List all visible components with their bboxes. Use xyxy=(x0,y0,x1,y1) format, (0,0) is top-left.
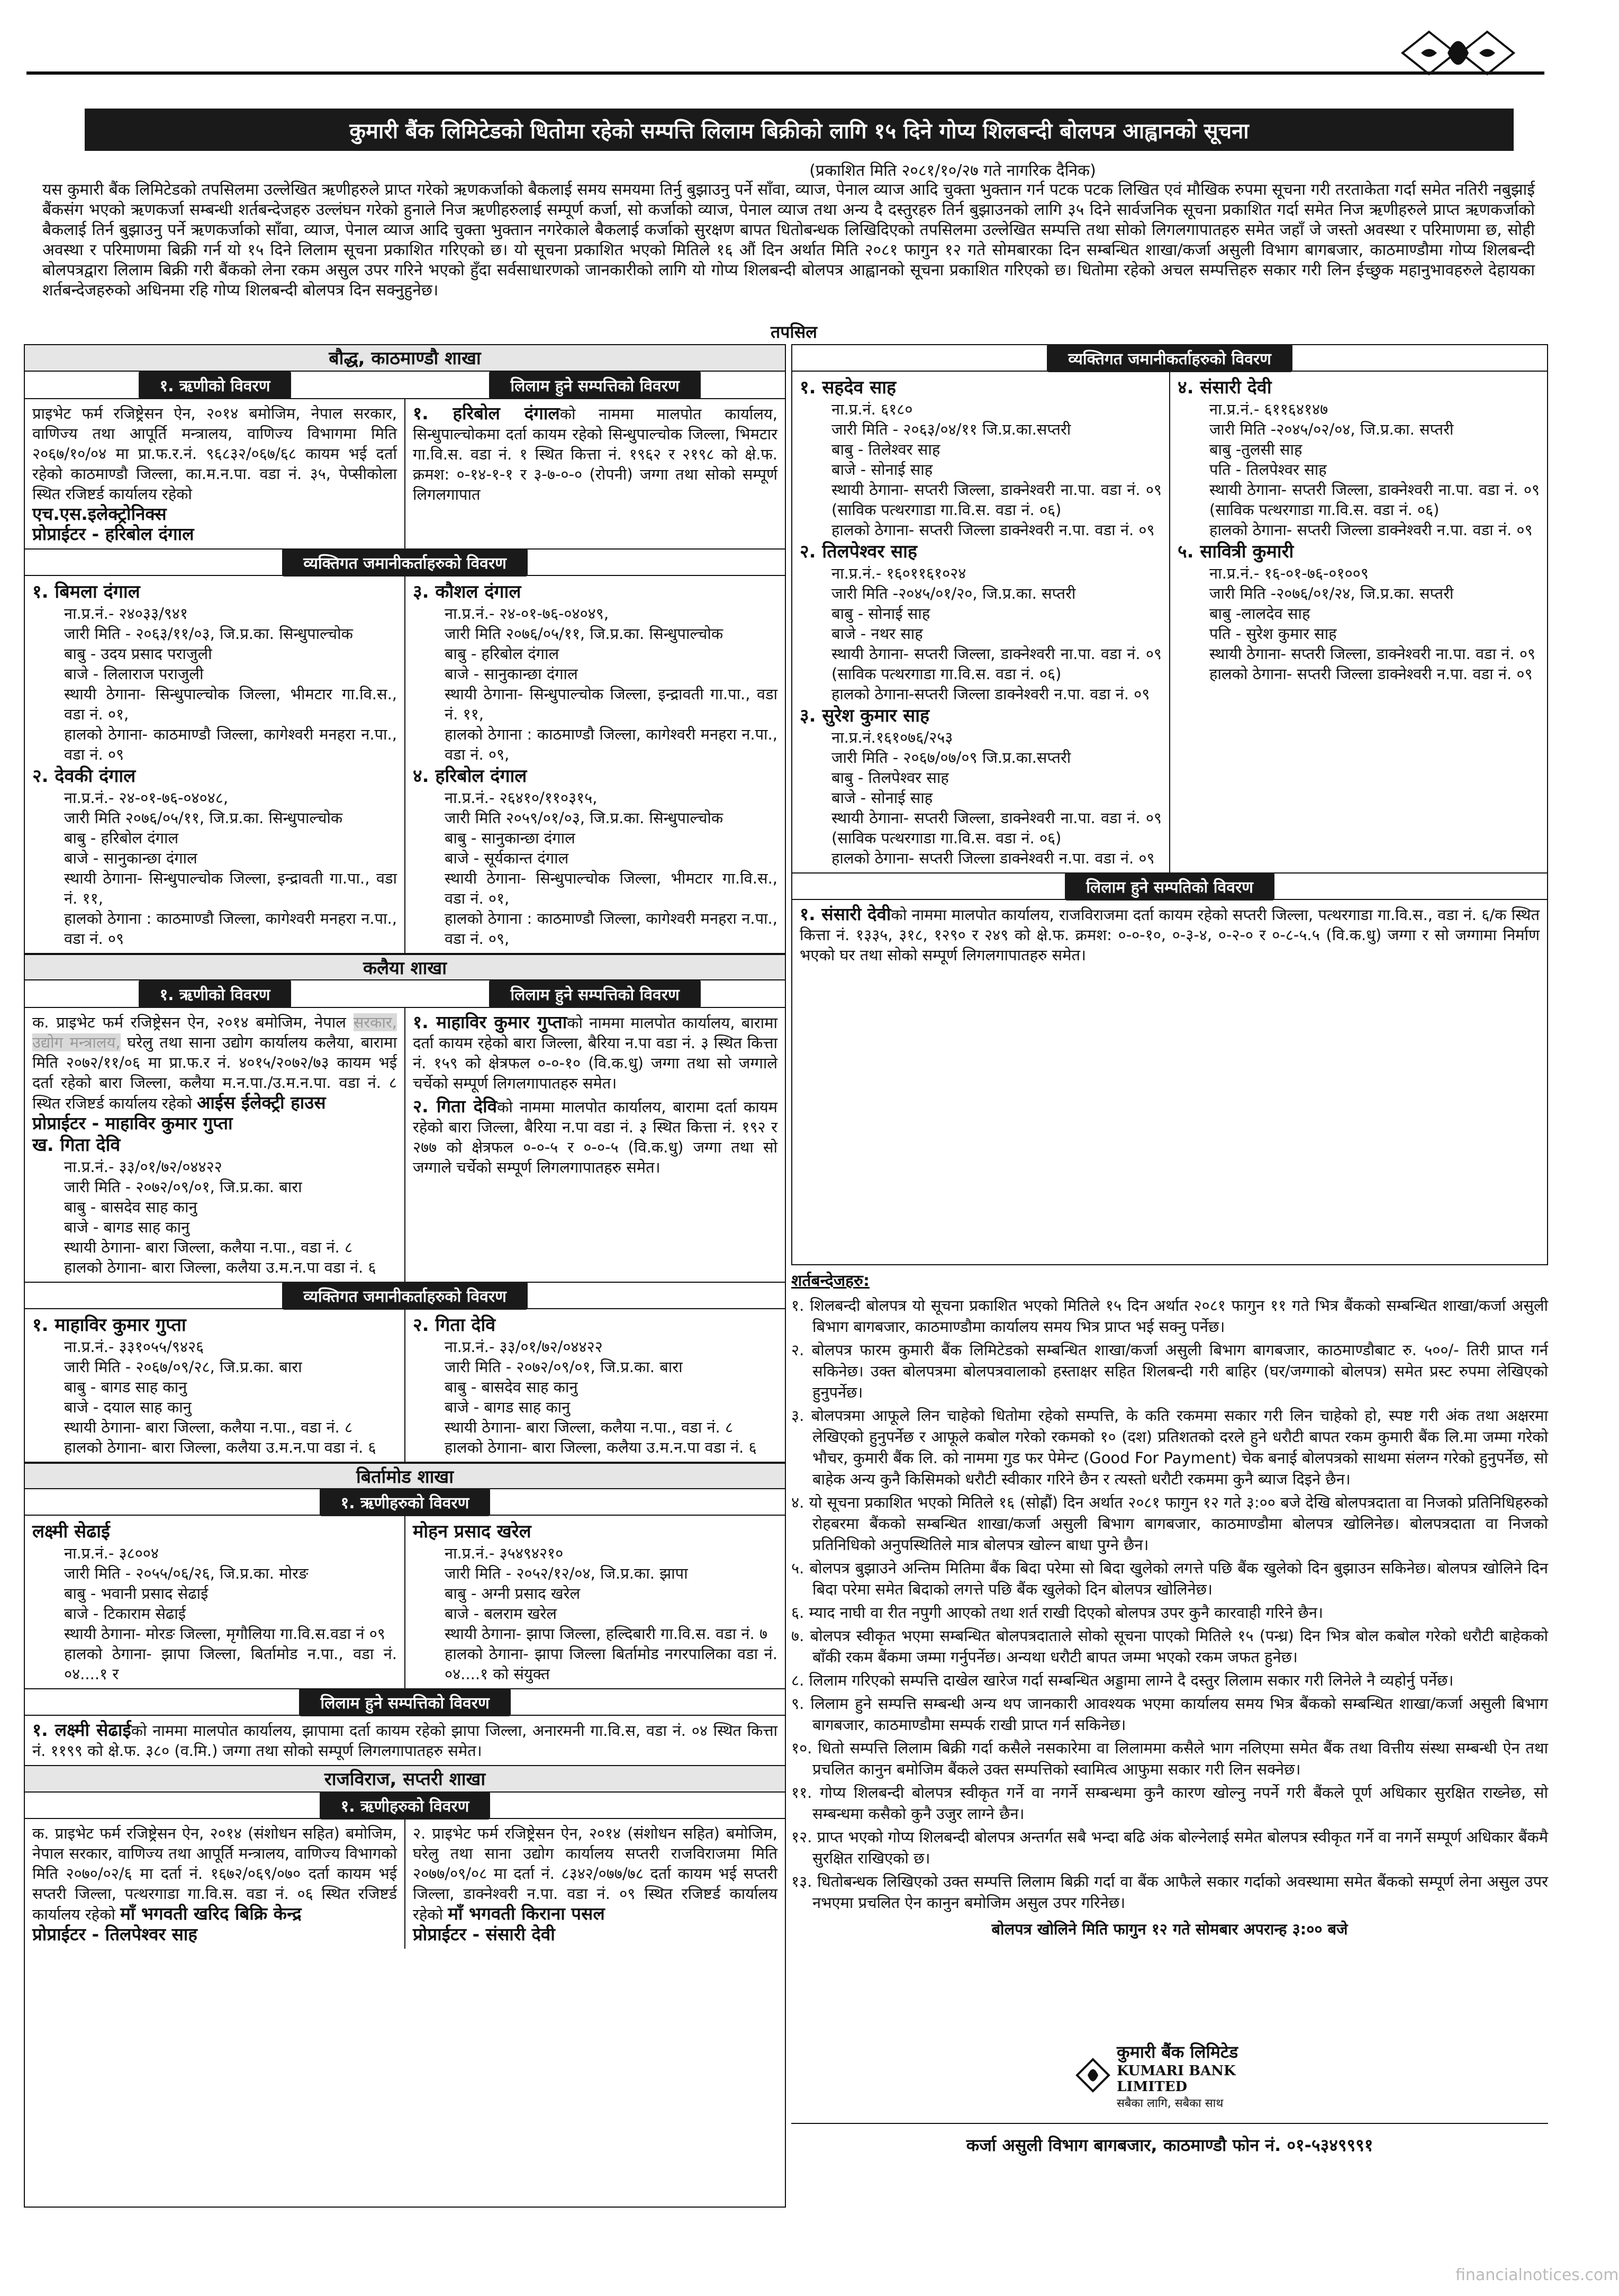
guarantor-card: २. गिता देवि ना.प्र.नं.- ३३/०१/७२/०४४२२ जारी मिति - २०७२/०९/०१, जि.प्र.का. बारा बाबु - बासदेव साह कानु बाजे - बागड साह कानु स्थायी ठेगाना- बारा जिल्ला, कलैया न.पा., वडा नं. ८ हालको ठेगाना- बारा जिल्ला, कलैया उ.म.न.पा वडा नं. ६ xyxy=(404,1309,785,1462)
term-item: ९. लिलाम हुने सम्पत्ति सम्बन्धी अन्य थप जानकारी आवश्यक भएमा कार्यालय समय भित्र बैंकको सम्बन्धित शाखा/कर्जा असुली बिभाग बागबजार, काठमाण्डौमा सम्पर्क राखी प्राप्त गर्न सकिनेछ। xyxy=(791,1695,1548,1734)
branch-kalaiya: कलैया शाखा xyxy=(25,954,785,980)
branch-birtamod: बिर्तामोड शाखा xyxy=(25,1463,785,1489)
borrower-card: लक्ष्मी सेढाई ना.प्र.नं.- ३८००४ जारी मिति - २०५५/०६/२६, जि.प्र.का. मोरङ बाबु - भवानी प्रसाद सेढाई बाजे - टिकाराम सेढाई स्थायी ठेगाना- मोरङ जिल्ला, मृगौलिया गा.वि.स.वडा नं ०९ हालको ठेगाना- झापा जिल्ला, बिर्तामोड न.पा., वडा नं. ०४....१ र xyxy=(32,1521,397,1683)
birtamod-property: १. लक्ष्मी सेढाईको नाममा मालपोत कार्यालय, झापामा दर्ता कायम रहेको झापा जिल्ला, अनारमनी गा.वि.स, वडा नं. ०४ स्थित कित्ता नं. ११९९ को क्षे.फ. ३८० (व.मि.) जग्गा तथा सोको सम्पूर्ण लिगलगापातहरु समेत। xyxy=(25,1716,785,1766)
term-item: ३. बोलपत्रमा आफूले लिन चाहेको धितोमा रहेको सम्पत्ति, के कति रकममा सकार गरी लिन चाहेको हो, स्पष्ट गरी अंक तथा अक्षरमा लेखिएको हुनुपर्नेछ र आफूले कबोल गरेको रकमको १० (दश) प्रतिशतको दरले हुने धरौटी बापत रकम कुमारी बैंक लि.मा जम्मा गरेको भौचर, कुमारी बैंक लि. को नाममा गुड फर पेमेन्ट (Good For Payment) चेक बनाई बोलपत्रको साथमा संलग्न गरेको हुनुपर्नेछ, सो बाहेक अन्य कुनै किसिमको धरौटी स्वीकार गरिने छैन र त्यस्तो धरौटी रकममा कुनै ब्याज दिइने छैन। xyxy=(791,1407,1548,1488)
term-item: ४. यो सूचना प्रकाशित भएको मितिले १६ (सोह्रौं) दिन अर्थात २०८१ फागुन १२ गते ३:०० बजे देखि बोलपत्रदाता वा निजको प्रतिनिधिहरुको रोहबरमा बैंकको सम्बन्धित शाखा/कर्जा असुली बिभाग बागबजार, काठमाण्डौमा बोलपत्र खोलिनेछ। बोलपत्रदाता वा निजको प्रतिनिधिको अनुपस्थितिले मात्र बोलपत्र खोल्न बाधा पुग्ने छैन। xyxy=(791,1493,1548,1554)
guarantor-card: ३. कौशल दंगाल ना.प्र.नं.- २४-०१-७६-०४०४९, जारी मिति २०७६/०५/११, जि.प्र.का. सिन्धुपाल्चोक बाबु - हरिबोल दंगाल बाजे - सानुकान्छा दंगाल स्थायी ठेगाना- सिन्धुपाल्चोक जिल्ला, इन्द्रावती गा.पा., वडा नं. ११, हालको ठेगाना : काठमाण्डौ जिल्ला, कागेश्वरी मनहरा न.पा., वडा नं. ०९, ४. हरिबोल दंगाल ना.प्र.नं.- २६४१०/११०३१५, जारी मिति २०५९/०१/०३, जि.प्र.का. सिन्धुपाल्चोक बाबु - सानुकान्छा दंगाल बाजे - सूर्यकान्त दंगाल स्थायी ठेगाना- सिन्धुपाल्चोक जिल्ला, भीमटार गा.वि.स., वडा नं. ०१, हालको ठेगाना : काठमाण्डौ जिल्ला, कागेश्वरी मनहरा न.पा., वडा नं. ०९, xyxy=(404,576,785,953)
rajbiraj-property: १. संसारी देवीको नाममा मालपोत कार्यालय, राजविराजमा दर्ता कायम रहेको सप्तरी जिल्ला, पत्थरगाडा गा.वि.स., वडा नं. ६/क स्थित कित्ता नं. १३३५, ३१८, १२९० र २४९ को क्षे.फ. क्रमश: ०-०-१०, ०-३-४, ०-२-० र ०-८-५.५ (वि.क.धु) जग्गा र सो जग्गामा निर्माण भएको घर तथा सोको सम्पूर्ण लिगलगापातहरु समेत। xyxy=(800,904,1540,964)
kalaiya-guarantors xyxy=(25,1309,785,1463)
borrower-card: क. प्राइभेट फर्म रजिष्ट्रेसन ऐन, २०१४ (संशोधन सहित) बमोजिम, नेपाल सरकार, वाणिज्य तथा आपूर्ति मन्त्रालय, वाणिज्य विभागको मिति २०७०/०२/६ मा दर्ता नं. १६७२/०६९/०७० दर्ता कायम भई सप्तरी जिल्ला, पत्थरगाडा गा.वि.स. वडा नं. ०६ स्थित रजिष्टर्ड कार्यालय रहेको माँ भगवती खरिद बिक्रि केन्द्र प्रोप्राईटर - तिलपेश्वर साह xyxy=(32,1824,397,1944)
term-item: १. शिलबन्दी बोलपत्र यो सूचना प्रकाशित भएको मितिले १५ दिन अर्थात २०८१ फागुन ११ गते भित्र बैंकको सम्बन्धित शाखा/कर्जा असुली बिभाग बागबजार, काठमाण्डौमा कार्यालय समय भित्र प्राप्त भई सक्नु पर्नेछ। xyxy=(791,1296,1548,1336)
birtamod-property-head: लिलाम हुने सम्पत्तिको विवरण xyxy=(25,1689,785,1716)
kumari-emblem-icon xyxy=(1397,21,1519,85)
term-item: ६. म्याद नाघी वा रीत नपुगी आएको तथा शर्त राखी दिएको बोलपत्र उपर कुनै कारवाही गरिने छैन। xyxy=(791,1604,1323,1622)
kalaiya-subheads: १. ऋणीको विवरण लिलाम हुने सम्पत्तिको विवरण xyxy=(25,980,785,1008)
kalaiya-property: १. माहाविर कुमार गुप्ताको नाममा मालपोत कार्यालय, बारामा दर्ता कायम रहेको बारा जिल्ला, बैरिया न.पा वडा नं. ३ स्थित कित्ता नं. १५९ को क्षेत्रफल ०-०-१० (वि.क.धु) जग्गा तथा सो जग्गाले चर्चेको सम्पूर्ण लिगलगापातहरु समेत। २. गिता देविको नाममा मालपोत कार्यालय, बारामा दर्ता कायम रहेको बारा जिल्ला, बैरिया न.पा वडा नं. ३ स्थित कित्ता नं. १९२ र २७७ को क्षेत्रफल ०-०-५ र ०-०-५ (वि.क.धु) जग्गा तथा सो जग्गाले चर्चेको सम्पूर्ण लिगलगापातहरु समेत। xyxy=(404,1008,785,1282)
kumari-logo-icon xyxy=(1074,2057,1111,2094)
terms-heading: शर्तबन्देजहरु: xyxy=(791,1272,870,1290)
guarantor-card: १. सहदेव साह ना.प्र.नं. ६१८० जारी मिति - २०६३/०४/११ जि.प्र.का.सप्तरी बाबु - तिलेश्वर साह बाजे - सोनाई साह स्थायी ठेगाना- सप्तरी जिल्ला, डाक्नेश्वरी ना.पा. वडा नं. ०९ (साविक पत्थरगाडा गा.वि.स. वडा नं. ०६) हालको ठेगाना- सप्तरी जिल्ला डाक्नेश्वरी न.पा. वडा नं. ०९ २. तिलपेश्वर साह ना.प्र.नं.- १६०११६१०२४ जारी मिति -२०४५/०१/२०, जि.प्र.का. सप्तरी बाबु - सोनाई साह बाजे - नथर साह स्थायी ठेगाना- सप्तरी जिल्ला, डाक्नेश्वरी ना.पा. वडा नं. ०९ (साविक पत्थरगाडा गा.वि.स. वडा नं. ०६) हालको ठेगाना-सप्तरी जिल्ला डाक्नेश्वरी न.पा. वडा नं. ०९ ३. सुरेश कुमार साह ना.प्र.नं.१६१०७६/२५३ जारी मिति - २०६७/०७/०९ जि.प्र.का.सप्तरी बाबु - तिलपेश्वर साह बाजे - सोनाई साह स्थायी ठेगाना- सप्तरी जिल्ला, डाक्नेश्वरी ना.पा. वडा नं. ०९ (साविक पत्थरगाडा गा.वि.स. वडा नं. ०६) हालको ठेगाना- सप्तरी जिल्ला डाक्नेश्वरी न.पा. वडा नं. ०९ xyxy=(800,377,1162,867)
baudha-borrower: प्राइभेट फर्म रजिष्ट्रेसन ऐन, २०१४ बमोजिम, नेपाल सरकार, वाणिज्य तथा आपूर्ति मन्त्रालय, वाणिज्य विभागमा मिति २०६७/१०/०४ मा प्रा.फ.र.नं. ९६८३२/०६७/६८ कायम भई दर्ता रहेको काठमाण्डौ जिल्ला, का.म.न.पा. वडा नं. ३५, पेप्सीकोला स्थित रजिष्टर्ड कार्यालय रहेको एच.एस.इलेक्ट्रोनिक्स प्रोप्राईटर - हरिबोल दंगाल xyxy=(32,404,397,544)
term-item: ५. बोलपत्र बुझाउने अन्तिम मितिमा बैंक बिदा परेमा सो बिदा खुलेको लगत्ते पछि बैंक खुलेको दिन बुझाउन सकिनेछ। बोलपत्र खोलिने दिन बिदा परेमा समेत बिदाको लगत्ते पछि बैंक खुलेको दिन बोलपत्र खोलिनेछ। xyxy=(791,1559,1548,1598)
bank-name-english: KUMARI BANK LIMITED xyxy=(1117,2063,1236,2095)
term-item: ११. गोप्य शिलबन्दी बोलपत्र स्वीकृत गर्ने वा नगर्ने सम्बन्धमा कुनै कारण खोल्नु नपर्ने गरी बैंकले पूर्ण अधिकार सुरक्षित राख्नेछ, सो सम्बन्धमा कसैको कुनै उजुर लाग्ने छैन। xyxy=(791,1784,1548,1823)
birtamod-borrower-head: १. ऋणीहरुको विवरण xyxy=(25,1489,785,1516)
guarantor-card: ४. संसारी देवी ना.प्र.नं.- ६११६४१४७ जारी मिति -२०४५/०२/०४, जि.प्र.का. सप्तरी बाबु -तुलसी साह पति - तिलपेश्वर साह स्थायी ठेगाना- सप्तरी जिल्ला, डाक्नेश्वरी ना.पा. वडा नं. ०९ (साविक पत्थरगाडा गा.वि.स. वडा नं. ०६) हालको ठेगाना- सप्तरी जिल्ला डाक्नेश्वरी न.पा. वडा नं. ०९ ५. सावित्री कुमारी ना.प्र.नं.- १६-०१-७६-०१००९ जारी मिति -२०७६/०१/२४, जि.प्र.का. सप्तरी बाबु -लालदेव साह पति - सुरेश कुमार साह स्थायी ठेगाना- सप्तरी जिल्ला, डाक्नेश्वरी ना.पा. वडा नं. ०९ हालको ठेगाना- सप्तरी जिल्ला डाक्नेश्वरी न.पा. वडा नं. ०९ xyxy=(1169,372,1547,872)
term-item: ७. बोलपत्र स्वीकृत भएमा सम्बन्धित बोलपत्रदाताले सोको सूचना पाएको मितिले १५ (पन्ध्र) दिन भित्र बोल कबोल गरेको धरौटी बाहेकको बाँकी रकम बैंकमा जम्मा गर्नुपर्नेछ। अन्यथा धरौटी बापत जम्मा भएको रकम जफत हुनेछ। xyxy=(791,1627,1548,1666)
rajbiraj-borrower-head: १. ऋणीहरुको विवरण xyxy=(25,1793,785,1819)
bank-tagline: सबैका लागि, सबैका साथ xyxy=(1117,2096,1224,2110)
contact-line: कर्जा असुली विभाग बागबजार, काठमाण्डौ फोन नं. ०१-५३४९९९१ xyxy=(966,2135,1373,2155)
property-heading: लिलाम हुने सम्पत्तिको विवरण xyxy=(489,371,700,399)
term-item: १२. प्राप्त भएको गोप्य शिलबन्दी बोलपत्र अन्तर्गत सबै भन्दा बढि अंक बोल्नेलाई समेत बोलपत्र स्वीकृत गर्ने वा नगर्ने सम्पूर्ण अधिकार बैंकमै सुरक्षित राखिएको छ। xyxy=(791,1828,1548,1867)
branch-rajbiraj: राजविराज, सप्तरी शाखा xyxy=(25,1766,785,1793)
rajbiraj-guarantor-head: व्यक्तिगत जमानीकर्ताहरुको विवरण xyxy=(792,345,1547,372)
birtamod-borrowers xyxy=(25,1516,785,1689)
baudha-property: १. हरिबोल दंगालको नाममा मालपोत कार्यालय, सिन्धुपाल्चोकमा दर्ता कायम रहेको सिन्धुपाल्चोक जिल्ला, भिमटार गा.वि.स. वडा नं. १ स्थित कित्ता नं. १९६२ र २१९८ को क्षे.फ. क्रमश: ०-१४-१-१ र ३-७-०-० (रोपनी) जग्गा तथा सोको सम्पूर्ण लिगलगापात xyxy=(404,399,785,548)
top-divider xyxy=(26,71,1544,75)
branch-baudha: बौद्ध, काठमाण्डौ शाखा xyxy=(25,345,785,372)
baudha-guarantors-1 xyxy=(25,576,785,954)
rajbiraj-property-head: लिलाम हुने सम्पतिको विवरण xyxy=(792,874,1547,900)
borrower-card: २. प्राइभेट फर्म रजिष्ट्रेसन ऐन, २०१४ (संशोधन सहित) बमोजिम, घरेलु तथा साना उद्योग कार्यालय सप्तरी राजविराजमा मिति २०७७/०९/०८ मा दर्ता नं. ८३४२/०७७/७८ दर्ता कायम भई सप्तरी जिल्ला, डाक्नेश्वरी न.पा. वडा नं. ०९ स्थित रजिष्टर्ड कार्यालय रहेको माँ भगवती किराना पसल प्रोप्राईटर - संसारी देवी xyxy=(404,1819,785,1949)
borrower-heading: १. ऋणीको विवरण xyxy=(139,371,292,399)
baudha-guarantor-head: व्यक्तिगत जमानीकर्ताहरुको विवरण xyxy=(25,550,785,576)
published-date: (प्रकाशित मिति २०८१/१०/२७ गते नागरिक दैनिक) xyxy=(809,161,1096,180)
term-item: ८. लिलाम गरिएको सम्पत्ति दाखेल खारेज गर्दा सम्बन्धित अड्डामा लाग्ने दै दस्तुर लिलाम सकार गरी लिनेले नै व्यहोर्नु पर्नेछ। xyxy=(791,1671,1454,1689)
bank-name-nepali: कुमारी बैंक लिमिटेड xyxy=(1117,2041,1238,2062)
kalaiya-guarantor-head: व्यक्तिगत जमानीकर्ताहरुको विवरण xyxy=(25,1283,785,1309)
borrower-firm: एच.एस.इलेक्ट्रोनिक्स xyxy=(32,503,167,524)
opening-date: बोलपत्र खोलिने मिति फागुन १२ गते सोमबार अपरान्ह ३:०० बजे xyxy=(991,1920,1348,1938)
baudha-details xyxy=(25,399,785,550)
schedule-heading: तपसिल xyxy=(770,322,818,342)
baudha-subheads xyxy=(25,372,785,399)
kalaiya-details xyxy=(25,1008,785,1283)
right-column xyxy=(791,344,1548,1265)
proprietor: प्रोप्राईटर - हरिबोल दंगाल xyxy=(32,524,194,544)
term-item: १०. धितो सम्पत्ति लिलाम बिक्री गर्दा कसैले नसकारेमा वा लिलाममा कसैले भाग नलिएमा समेत बैंक तथा वित्तीय संस्था सम्बन्धी ऐन तथा प्रचलित कानुन बमोजिम बैंकले उक्त सम्पत्तिको स्वामित्व आफुमा सकार गरी लिन सक्नेछ। xyxy=(791,1739,1548,1778)
guarantor-card: १. बिमला दंगाल ना.प्र.नं.- २४०३३/९४१ जारी मिति - २०६३/११/०३, जि.प्र.का. सिन्धुपाल्चोक बाबु - उदय प्रसाद पराजुली बाजे - लिलाराज पराजुली स्थायी ठेगाना- सिन्धुपाल्चोक जिल्ला, भीमटार गा.वि.स., वडा नं. ०१, हालको ठेगाना- काठमाण्डौ जिल्ला, कागेश्वरी मनहरा न.पा., वडा नं. ०९ २. देवकी दंगाल ना.प्र.नं.- २४-०१-७६-०४०४८, जारी मिति २०७६/०५/११, जि.प्र.का. सिन्धुपाल्चोक बाबु - हरिबोल दंगाल बाजे - सानुकान्छा दंगाल स्थायी ठेगाना- सिन्धुपाल्चोक जिल्ला, इन्द्रावती गा.पा., वडा नं. ११, हालको ठेगाना : काठमाण्डौ जिल्ला, कागेश्वरी मनहरा न.पा., वडा नं. ०९ xyxy=(32,581,397,948)
rajbiraj-borrowers xyxy=(25,1819,785,1949)
footer-divider xyxy=(791,2123,1548,2124)
bank-logo xyxy=(1074,2041,1297,2110)
borrower-card: मोहन प्रसाद खरेल ना.प्र.नं.- ३५४९४२१० जारी मिति - २०५२/१२/०४, जि.प्र.का. झापा बाबु - अग्नी प्रसाद खरेल बाजे - बलराम खरेल स्थायी ठेगाना- झापा जिल्ला, हल्दिबारी गा.वि.स. वडा नं. ७ हालको ठेगाना- झापा जिल्ला बिर्तामोड नगरपालिका वडा नं. ०४....१ को संयुक्त xyxy=(404,1516,785,1688)
guarantor-card: १. माहाविर कुमार गुप्ता ना.प्र.नं.- ३३१०५५/९४२६ जारी मिति - २०६७/०९/२८, जि.प्र.का. बारा बाबु - बागड साह कानु बाजे - दयाल साह कानु स्थायी ठेगाना- बारा जिल्ला, कलैया न.पा., वडा नं. ८ हालको ठेगाना- बारा जिल्ला, कलैया उ.म.न.पा वडा नं. ६ xyxy=(32,1314,376,1456)
watermark: financialnotices.com xyxy=(1455,2266,1619,2284)
term-item: २. बोलपत्र फारम कुमारी बैंक लिमिटेडको सम्बन्धित शाखा/कर्जा असुली बिभाग बागबजार, काठमाण्डौबाट रु. ५००/- तिरी प्राप्त गर्न सकिनेछ। उक्त बोलपत्रमा बोलपत्रवालाको हस्ताक्षर सहित शिलबन्दी गरी बाहिर (घर/जग्गाको बोलपत्र) समेत प्रस्ट रुपमा लेखिएको हुनुपर्नेछ। xyxy=(791,1341,1548,1401)
kalaiya-borrower: क. प्राइभेट फर्म रजिष्ट्रेसन ऐन, २०१४ बमोजिम, नेपाल सरकार, उद्योग मन्त्रालय, घरेलु तथा साना उद्योग कार्यालय कलैया, बारामा मिति २०७२/११/०६ मा प्रा.फ.र नं. ४०१५/२०७२/७३ कायम भई दर्ता रहेको बारा जिल्ला, कलैया म.न.पा./उ.म.न.पा. वडा नं. ८ स्थित रजिष्टर्ड कार्यालय रहेको आईस ईलेक्ट्री हाउस प्रोप्राईटर - माहाविर कुमार गुप्ता ख. गिता देवि ना.प्र.नं.- ३३/०१/७२/०४४२२ जारी मिति - २०७२/०९/०१, जि.प्र.का. बारा बाबु - बासदेव साह कानु बाजे - बागड साह कानु स्थायी ठेगाना- बारा जिल्ला, कलैया न.पा., वडा नं. ८ हालको ठेगाना- बारा जिल्ला, कलैया उ.म.न.पा वडा नं. ६ xyxy=(32,1013,397,1276)
term-item: १३. धितोबन्धक लिखिएको उक्त सम्पत्ति लिलाम बिक्री गर्दा वा बैंक आफैले सकार गर्दाको अवस्थामा समेत बैंकको सम्पूर्ण लेना असुल उपर नभएमा प्रचलित ऐन कानुन बमोजिम असुल उपर गरिनेछ। xyxy=(791,1872,1548,1912)
rajbiraj-guarantors xyxy=(792,372,1547,874)
terms-section xyxy=(791,1271,1548,1940)
intro-paragraph: यस कुमारी बैंक लिमिटेडको तपसिलमा उल्लेखित ऋणीहरुले प्राप्त गरेको ऋणकर्जाको बैकलाई समय समयमा तिर्नु बुझाउनु पर्ने साँवा, व्याज, पेनाल व्याज आदि चुक्ता भुक्तान गर्न पटक पटक लिखित एवं मौखिक रुपमा सूचना गरी तरताकेता गर्दा समेत नतिरी नबुझाई बैंकसंग भएको ऋणकर्जा सम्बन्धी शर्तबन्देजहरु उल्लंघन गरेको हुनाले निज ऋणीहरुलाई सम्पूर्ण कर्जा, सो कर्जाको व्याज, पेनाल व्याज तथा अन्य दै दस्तुरहरु तिर्न बुझाउनको लागि ३५ दिने सार्वजनिक सूचना प्रकाशित गर्दा समेत निज ऋणीहरुले प्राप्त ऋणकर्जाको बैकलाई तिर्न बुझाउनु पर्ने ऋणकर्जाको साँवा, व्याज, पेनाल व्याज आदि चुक्ता भुक्तान नगरेकाले बैकलाई कर्जाको सुरक्षण बापत धितोबन्धक लिखिदिएको तपसिलमा उल्लेखित सम्पत्ति तथा सोको लिगलगापातहरु समेत जहाँ जे जस्तो अवस्था र परिमाणमा छ, सोही अवस्था र परिमाणमा बिक्री गर्न यो १५ दिने लिलाम सूचना प्रकाशित गरिएको छ। यो सूचना प्रकाशित भएको मितिले १६ औं दिन अर्थात मिति २०८१ फागुन १२ गते सोमबारका दिन सम्बन्धित शाखा/कर्जा असुली विभाग बागबजार, काठमाण्डौमा गोप्य शिलबन्दी बोलपत्रद्वारा लिलाम बिक्री गरी बैंकको लेना रकम असुल उपर गरिने भएको हुँदा सर्वसाधारणको जानकारीको लागि यो गोप्य शिलबन्दी बोलपत्र आह्वानको सूचना प्रकाशित गरिएको छ। धितोमा रहेको अचल सम्पत्तिहरु सकार गरी लिन ईच्छुक महानुभावहरुले देहायका शर्तबन्देजहरुको अधिनमा रहि गोप्य शिलबन्दी बोलपत्र दिन सक्नुहुनेछ। xyxy=(42,181,1535,300)
notice-title: कुमारी बैंक लिमिटेडको धितोमा रहेको सम्पत्ति लिलाम बिक्रीको लागि १५ दिने गोप्य शिलबन्दी बोलपत्र आह्वानको सूचना xyxy=(85,109,1514,151)
left-column xyxy=(24,344,786,2208)
